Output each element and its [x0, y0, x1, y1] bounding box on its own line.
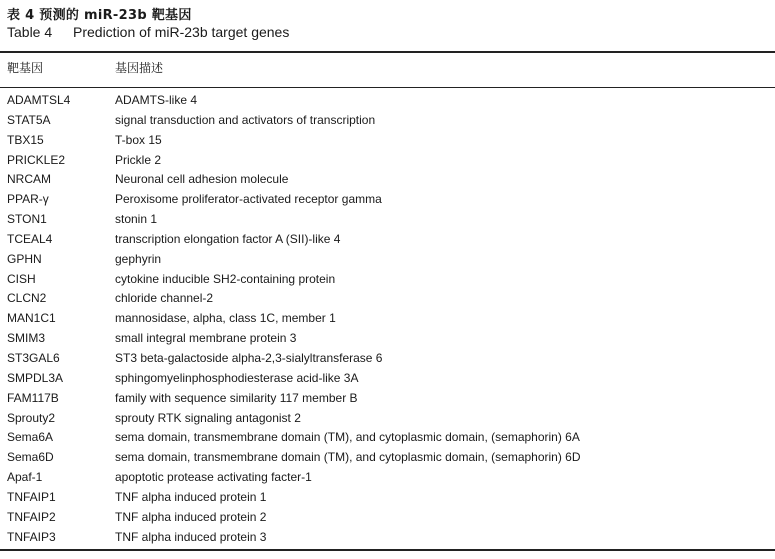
gene-cell: ST3GAL6 [7, 350, 60, 365]
gene-cell: TBX15 [7, 132, 44, 147]
gene-cell: FAM117B [7, 390, 59, 405]
table-row [0, 448, 775, 468]
table-row [0, 369, 775, 389]
table-row [0, 428, 775, 448]
table-row [0, 389, 775, 409]
table-row [0, 309, 775, 329]
description-cell: Peroxisome proliferator-activated receptor gamma [115, 192, 382, 207]
description-cell: TNF alpha induced protein 3 [115, 529, 267, 544]
description-cell: TNF alpha induced protein 2 [115, 509, 267, 524]
table-row [0, 329, 775, 349]
description-cell: family with sequence similarity 117 member B [115, 390, 358, 405]
table-row [0, 289, 775, 309]
description-cell: sema domain, transmembrane domain (TM), and cytoplasmic domain, (semaphorin) 6D [115, 450, 581, 465]
table-row [0, 508, 775, 528]
gene-cell: TNFAIP1 [7, 489, 56, 504]
table-row [0, 230, 775, 250]
description-cell: chloride channel-2 [115, 291, 214, 306]
table-title: Prediction of miR-23b target genes [73, 24, 290, 40]
table-row [0, 170, 775, 190]
description-cell: gephyrin [115, 251, 162, 266]
description-cell: ST3 beta-galactoside alpha-2,3-sialyltransferase 6 [115, 350, 383, 365]
gene-cell: SMPDL3A [7, 370, 64, 385]
description-cell: stonin 1 [115, 212, 158, 227]
description-cell: Prickle 2 [115, 152, 162, 167]
gene-cell: Sema6D [7, 450, 54, 465]
table-header-rule [0, 87, 775, 88]
table-row [0, 131, 775, 151]
table-caption-english [7, 24, 289, 40]
description-cell: apoptotic protease activating facter-1 [115, 470, 312, 485]
gene-cell: Sprouty2 [7, 410, 56, 425]
table-row [0, 488, 775, 508]
gene-cell: Sema6A [7, 430, 54, 445]
table-row [0, 111, 775, 131]
description-cell: small integral membrane protein 3 [115, 331, 297, 346]
gene-cell: TCEAL4 [7, 231, 53, 246]
description-cell: cytokine inducible SH2-containing protein [115, 271, 336, 286]
gene-cell: PRICKLE2 [7, 152, 66, 167]
table-row [0, 151, 775, 171]
description-cell: sphingomyelinphosphodiesterase acid-like 3A [115, 370, 359, 385]
gene-cell: MAN1C1 [7, 311, 56, 326]
description-cell: TNF alpha induced protein 1 [115, 489, 267, 504]
gene-cell: TNFAIP3 [7, 529, 56, 544]
gene-cell: GPHN [7, 251, 42, 266]
description-cell: ADAMTS-like 4 [115, 93, 198, 107]
table-row [0, 409, 775, 429]
description-cell: transcription elongation factor A (SII)-like 4 [115, 231, 341, 246]
gene-cell: ADAMTSL4 [7, 93, 71, 107]
gene-cell: CISH [7, 271, 36, 286]
gene-cell: SMIM3 [7, 331, 46, 346]
table-row [0, 468, 775, 488]
column-header-description: 基因描述 [115, 61, 164, 75]
table-row [0, 270, 775, 290]
table-row [0, 250, 775, 270]
table-row [0, 210, 775, 230]
gene-cell: Apaf-1 [7, 470, 43, 485]
table-bottom-rule [0, 549, 775, 551]
gene-cell: NRCAM [7, 172, 51, 187]
table-row [0, 91, 775, 111]
gene-cell: STON1 [7, 212, 47, 227]
description-cell: mannosidase, alpha, class 1C, member 1 [115, 311, 336, 326]
table-top-rule [0, 51, 775, 53]
table-row [0, 190, 775, 210]
column-header-gene: 靶基因 [7, 61, 44, 75]
gene-cell: TNFAIP2 [7, 509, 56, 524]
description-cell: Neuronal cell adhesion molecule [115, 172, 289, 187]
description-cell: signal transduction and activators of transcription [115, 112, 376, 127]
table-body [0, 91, 775, 547]
description-cell: T-box 15 [115, 132, 162, 147]
table-number: Table 4 [7, 24, 53, 40]
description-cell: sprouty RTK signaling antagonist 2 [115, 410, 301, 425]
gene-cell: STAT5A [7, 112, 51, 127]
table-row [0, 528, 775, 548]
table-row [0, 349, 775, 369]
gene-cell: CLCN2 [7, 291, 47, 306]
table-caption-chinese: 表 4 预测的 miR-23b 靶基因 [7, 8, 192, 23]
gene-cell: PPAR-γ [7, 192, 49, 207]
description-cell: sema domain, transmembrane domain (TM), and cytoplasmic domain, (semaphorin) 6A [115, 430, 580, 445]
